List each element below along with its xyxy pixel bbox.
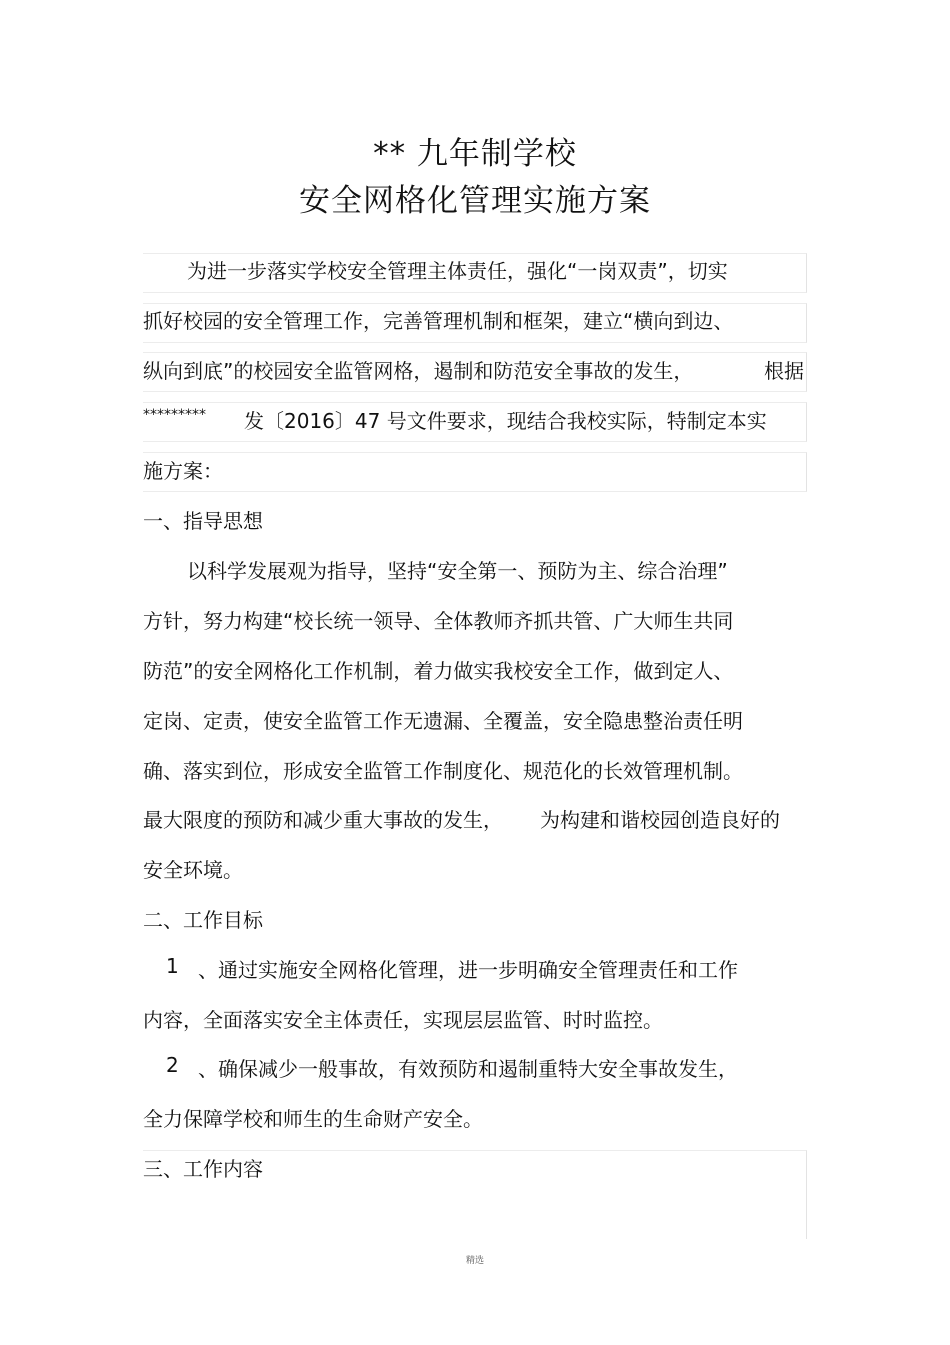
- goal-2-number: 2: [166, 1053, 179, 1077]
- section-1-line-6a: 最大限度的预防和减少重大事故的发生，: [143, 808, 503, 832]
- section-2-heading: 二、工作目标: [143, 908, 263, 932]
- intro-line-4: 发〔2016〕47 号文件要求，现结合我校实际，特制定本实: [244, 409, 767, 433]
- section-1-line-7: 安全环境。: [143, 858, 243, 882]
- intro-doc-code: *********: [143, 407, 206, 423]
- intro-line-3: 纵向到底”的校园安全监管网格，遏制和防范安全事故的发生，: [143, 359, 694, 383]
- goal-1-line-1: 、通过实施安全网格化管理，进一步明确安全管理责任和工作: [198, 958, 738, 982]
- section-1-line-6b: 为构建和谐校园创造良好的: [540, 808, 780, 832]
- intro-line-3-tail: 根据: [764, 359, 804, 383]
- title-line-2: 安全网格化管理实施方案: [299, 183, 651, 219]
- section-1-heading: 一、指导思想: [143, 509, 263, 533]
- section-1-line-3: 防范”的安全网格化工作机制，着力做实我校安全工作，做到定人、: [143, 659, 734, 683]
- intro-line-2: 抓好校园的安全管理工作，完善管理机制和框架，建立“横向到边、: [143, 309, 734, 333]
- goal-1-number: 1: [166, 954, 179, 978]
- section-1-line-5: 确、落实到位，形成安全监管工作制度化、规范化的长效管理机制。: [143, 759, 743, 783]
- page-footer: 精选: [465, 1256, 484, 1266]
- section-3-heading: 三、工作内容: [143, 1157, 263, 1181]
- section-1-line-2: 方针，努力构建“校长统一领导、全体教师齐抓共管、广大师生共同: [143, 609, 734, 633]
- intro-line-1: 为进一步落实学校安全管理主体责任，强化“一岗双责”，切实: [187, 259, 728, 283]
- frame-row-5: [143, 452, 807, 492]
- title-line-1: ** 九年制学校: [373, 136, 577, 172]
- section-1-line-4: 定岗、定责，使安全监管工作无遗漏、全覆盖，安全隐患整治责任明: [143, 709, 743, 733]
- goal-1-line-2: 内容，全面落实安全主体责任，实现层层监管、时时监控。: [143, 1008, 663, 1032]
- goal-2-line-2: 全力保障学校和师生的生命财产安全。: [143, 1107, 483, 1131]
- goal-2-line-1: 、确保减少一般事故，有效预防和遏制重特大安全事故发生，: [198, 1057, 738, 1081]
- section-1-line-1: 以科学发展观为指导，坚持“安全第一、预防为主、综合治理”: [187, 559, 728, 583]
- intro-line-5: 施方案：: [143, 459, 223, 483]
